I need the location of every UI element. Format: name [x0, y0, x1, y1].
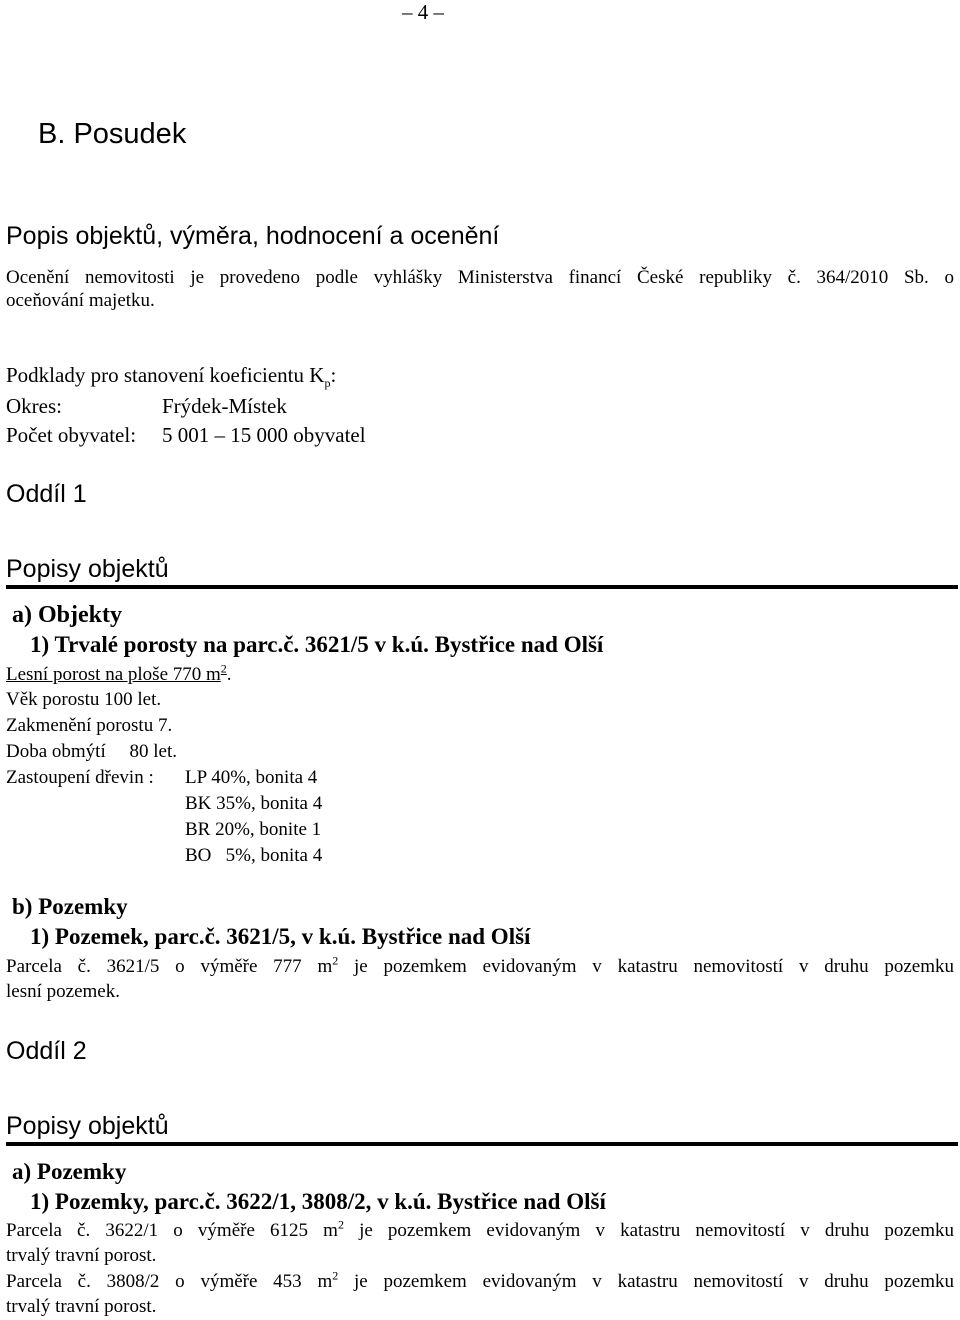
okres-label: Okres:	[6, 394, 62, 418]
parcela-3808-line2: trvalý travní porost.	[6, 1296, 157, 1317]
oddil2-a-heading: a) Pozemky	[12, 1159, 127, 1184]
parcela-3622-line	[6, 1219, 954, 1243]
vek-line: Věk porostu 100 let.	[6, 689, 162, 710]
dreviny-row: BO 5%, bonita 4	[185, 845, 323, 866]
kp-heading	[6, 363, 337, 391]
oddil1-b-heading: b) Pozemky	[12, 894, 128, 919]
porost-line	[6, 663, 232, 687]
parcela-3622-line2: trvalý travní porost.	[6, 1245, 157, 1266]
obyvatel-value: 5 001 – 15 000 obyvatel	[162, 423, 366, 447]
parcela-3622-sup: 2	[337, 1217, 344, 1232]
zakmeneni-line: Zakmenění porostu 7.	[6, 715, 173, 736]
dreviny-row: BR 20%, bonite 1	[185, 819, 322, 840]
main-heading: B. Posudek	[38, 118, 187, 150]
parcela-3621-text: Parcela č. 3621/5 o výměře 777 m	[6, 956, 333, 977]
kp-colon: :	[330, 363, 337, 387]
oddil1-title: Oddíl 1	[6, 480, 87, 508]
intro-line-1: Ocenění nemovitosti je provedeno podle vyhlášky Ministerstva financí České republiky č. 364/2010 Sb. o	[6, 267, 954, 288]
parcela-3808-line	[6, 1270, 954, 1294]
kp-subscript: p	[324, 376, 331, 391]
section-title: Popis objektů, výměra, hodnocení a ocenění	[6, 222, 500, 250]
oddil1-rule	[6, 585, 958, 589]
okres-value: Frýdek-Místek	[162, 394, 287, 418]
dreviny-label: Zastoupení dřevin :	[6, 767, 154, 788]
oddil2-rule	[6, 1142, 958, 1146]
parcela-3621-line	[6, 955, 954, 979]
oddil1-a-item1: 1) Trvalé porosty na parc.č. 3621/5 v k.ú. Bystřice nad Olší	[30, 632, 604, 657]
parcela-3621-rest: je pozemkem evidovaným v katastru nemovitostí v druhu pozemku	[338, 956, 954, 977]
parcela-3621-line2: lesní pozemek.	[6, 981, 120, 1002]
obyvatel-label: Počet obyvatel:	[6, 423, 137, 447]
porost-text: Lesní porost na ploše 770 m	[6, 664, 221, 685]
parcela-3808-rest: je pozemkem evidovaným v katastru nemovitostí v druhu pozemku	[338, 1271, 954, 1292]
porost-sup: 2	[220, 661, 227, 676]
oddil2-title: Oddíl 2	[6, 1037, 87, 1065]
kp-label: Podklady pro stanovení koeficientu K	[6, 363, 325, 387]
porost-suffix: .	[226, 664, 232, 685]
doba-line: Doba obmýtí 80 let.	[6, 741, 177, 762]
page-number: – 4 –	[402, 0, 444, 24]
oddil2-a-item1: 1) Pozemky, parc.č. 3622/1, 3808/2, v k.ú. Bystřice nad Olší	[30, 1189, 606, 1214]
parcela-3808-sup: 2	[332, 1268, 339, 1283]
parcela-3622-rest: je pozemkem evidovaným v katastru nemovitostí v druhu pozemku	[343, 1220, 954, 1241]
intro-line-2: oceňování majetku.	[6, 290, 155, 311]
parcela-3622-text: Parcela č. 3622/1 o výměře 6125 m	[6, 1220, 338, 1241]
dreviny-row: BK 35%, bonita 4	[185, 793, 323, 814]
parcela-3808-text: Parcela č. 3808/2 o výměře 453 m	[6, 1271, 333, 1292]
oddil1-b-item1: 1) Pozemek, parc.č. 3621/5, v k.ú. Bystřice nad Olší	[30, 924, 531, 949]
parcela-3621-sup: 2	[332, 953, 339, 968]
dreviny-row: LP 40%, bonita 4	[185, 767, 318, 788]
oddil2-subtitle: Popisy objektů	[6, 1112, 169, 1140]
oddil1-subtitle: Popisy objektů	[6, 555, 169, 583]
oddil1-a-heading: a) Objekty	[12, 602, 122, 628]
